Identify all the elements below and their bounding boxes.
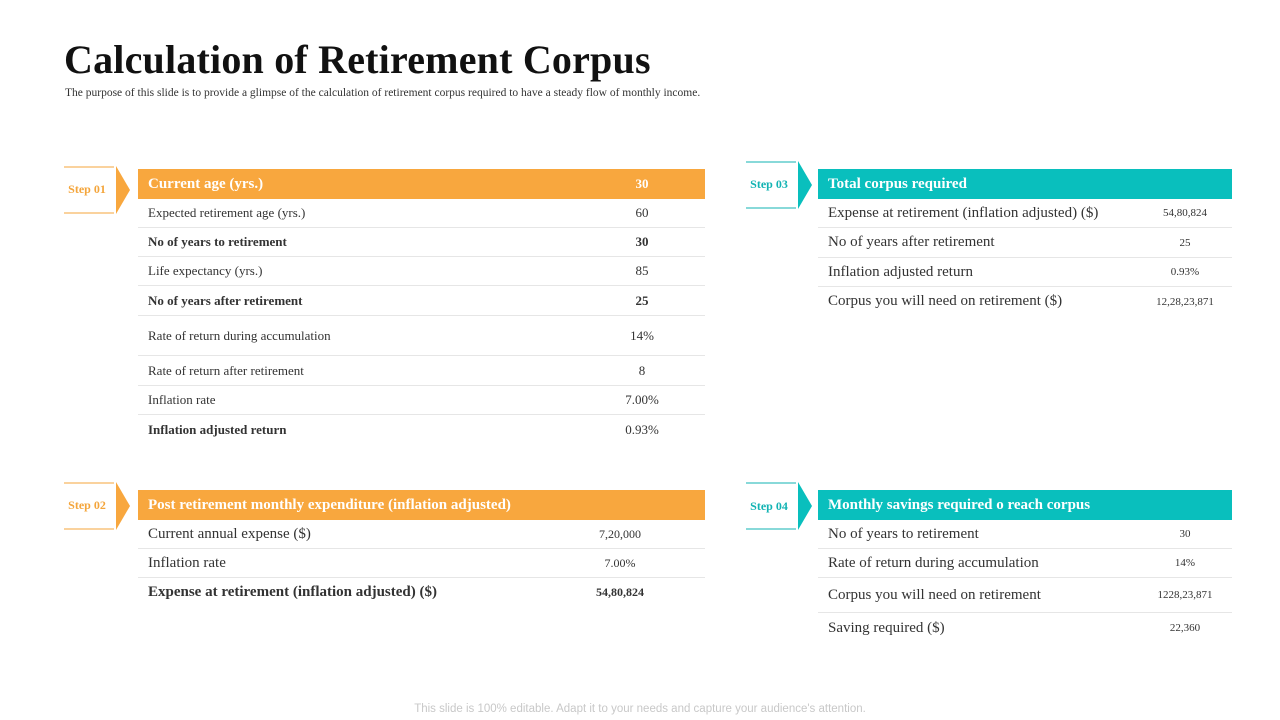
step-04-marker xyxy=(746,482,816,530)
row-label: No of years to retirement xyxy=(148,234,287,249)
step-01-marker xyxy=(64,166,134,214)
row-label: Inflation adjusted return xyxy=(828,263,973,280)
header-label: Monthly savings required o reach corpus xyxy=(828,496,1091,513)
header-label: Post retirement monthly expenditure (inflation adjusted) xyxy=(148,496,511,513)
row-value: 7,20,000 xyxy=(599,526,641,541)
step-02-table xyxy=(138,490,705,607)
step-03-table xyxy=(818,169,1232,316)
table-row xyxy=(818,258,1232,287)
row-value: 54,80,824 xyxy=(596,585,644,599)
row-label: No of years to retirement xyxy=(828,525,979,542)
row-value: 30 xyxy=(1179,528,1191,540)
row-value: 1228,23,871 xyxy=(1157,589,1213,601)
row-label: Corpus you will need on retirement ($) xyxy=(828,293,1063,309)
row-label: Inflation adjusted return xyxy=(148,421,287,437)
row-label: Expense at retirement (inflation adjusted) ($) xyxy=(828,204,1099,221)
row-label: Corpus you will need on retirement xyxy=(828,586,1041,603)
header-label: Total corpus required xyxy=(828,175,967,192)
table-row xyxy=(138,386,705,415)
row-value: 8 xyxy=(638,362,646,378)
table-row xyxy=(138,316,705,356)
table-row xyxy=(818,613,1232,643)
table-row xyxy=(138,228,705,257)
step-02-marker xyxy=(64,482,134,530)
step-label: Step 02 xyxy=(68,498,106,512)
table-header xyxy=(138,169,705,199)
table-header xyxy=(138,490,705,520)
page-title: Calculation of Retirement Corpus xyxy=(64,37,651,82)
table-header xyxy=(818,490,1232,520)
table-row xyxy=(138,356,705,386)
step-04-table xyxy=(818,490,1232,643)
table-row xyxy=(138,286,705,316)
header-label: Current age (yrs.) xyxy=(148,175,264,192)
table-row xyxy=(138,415,705,444)
table-row xyxy=(138,257,705,286)
row-label: Expected retirement age (yrs.) xyxy=(148,205,306,220)
row-value: 54,80,824 xyxy=(1163,207,1207,219)
step-label: Step 04 xyxy=(750,499,788,513)
step-01-table xyxy=(138,169,705,444)
table-row xyxy=(138,549,705,578)
row-value: 25 xyxy=(1179,236,1191,249)
table-row xyxy=(818,228,1232,258)
header-value: 30 xyxy=(635,176,649,191)
row-label: Inflation rate xyxy=(148,554,226,571)
row-label: Rate of return during accumulation xyxy=(828,554,1039,571)
row-value: 30 xyxy=(635,234,649,249)
row-value: 22,360 xyxy=(1169,622,1201,634)
row-value: 12,28,23,871 xyxy=(1156,295,1214,308)
row-label: Saving required ($) xyxy=(828,619,945,636)
table-row xyxy=(138,520,705,549)
row-value: 14% xyxy=(1174,557,1196,569)
row-value: 0.93% xyxy=(1170,266,1200,278)
row-label: Rate of return after retirement xyxy=(148,362,304,378)
row-value: 14% xyxy=(630,327,654,343)
row-value: 85 xyxy=(635,263,649,278)
row-value: 7.00% xyxy=(625,392,659,407)
table-row xyxy=(818,287,1232,316)
row-value: 60 xyxy=(635,205,649,220)
table-row xyxy=(138,578,705,607)
step-label: Step 03 xyxy=(750,177,788,191)
row-label: No of years after retirement xyxy=(828,234,995,250)
row-value: 25 xyxy=(635,292,649,308)
table-row xyxy=(818,549,1232,578)
table-row xyxy=(138,199,705,228)
row-label: Rate of return during accumulation xyxy=(148,327,331,343)
row-label: No of years after retirement xyxy=(148,292,303,308)
row-label: Life expectancy (yrs.) xyxy=(148,263,263,278)
step-label: Step 01 xyxy=(68,182,106,196)
row-label: Current annual expense ($) xyxy=(148,525,311,542)
step-03-marker xyxy=(746,161,816,209)
row-value: 0.93% xyxy=(625,421,659,437)
table-row xyxy=(818,578,1232,613)
table-row xyxy=(818,520,1232,549)
table-row xyxy=(818,199,1232,228)
page-subtitle: The purpose of this slide is to provide a glimpse of the calculation of retirement corpus required to have a steady flow of monthly income. xyxy=(65,87,701,99)
row-value: 7.00% xyxy=(604,555,636,570)
row-label: Inflation rate xyxy=(148,392,216,407)
row-label: Expense at retirement (inflation adjusted) ($) xyxy=(148,584,437,600)
footer-note: This slide is 100% editable. Adapt it to your needs and capture your audience's attention. xyxy=(414,703,866,715)
table-header xyxy=(818,169,1232,199)
